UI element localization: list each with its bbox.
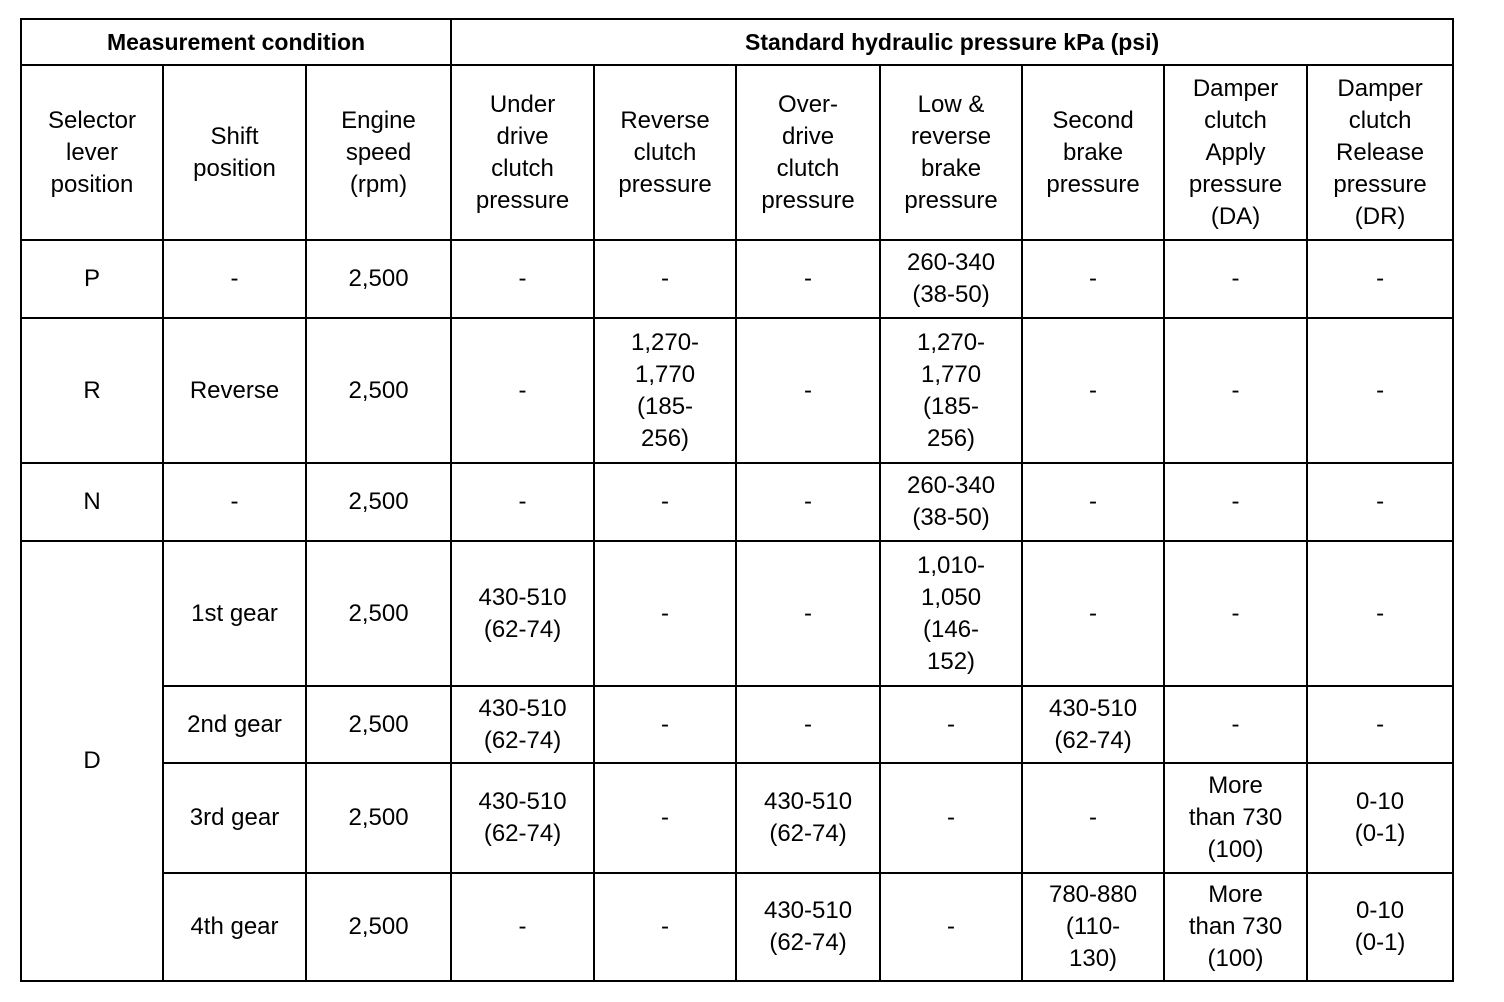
table-cell: - bbox=[594, 463, 736, 541]
table-row-d-3rd-gear bbox=[21, 763, 1453, 873]
col-header-damper-clutch-release-pressure: Damper clutch Release pressure (DR) bbox=[1307, 65, 1453, 240]
table-cell: 430-510 (62-74) bbox=[451, 541, 594, 686]
col-header-shift-position: Shift position bbox=[163, 65, 306, 240]
table-cell: - bbox=[1164, 541, 1307, 686]
table-cell: - bbox=[163, 240, 306, 318]
table-row-r bbox=[21, 318, 1453, 463]
table-row-p bbox=[21, 240, 1453, 318]
table-cell: 2,500 bbox=[306, 318, 451, 463]
table-cell: 430-510 (62-74) bbox=[451, 763, 594, 873]
table-cell: - bbox=[1307, 541, 1453, 686]
table-cell: - bbox=[736, 240, 880, 318]
table-cell: 260-340 (38-50) bbox=[880, 240, 1022, 318]
table-cell-selector-d: D bbox=[21, 541, 163, 981]
table-cell: - bbox=[736, 463, 880, 541]
table-cell: More than 730 (100) bbox=[1164, 873, 1307, 981]
col-header-low-reverse-brake-pressure: Low & reverse brake pressure bbox=[880, 65, 1022, 240]
table-cell: - bbox=[1307, 686, 1453, 763]
col-header-damper-clutch-apply-pressure: Damper clutch Apply pressure (DA) bbox=[1164, 65, 1307, 240]
table-cell: 4th gear bbox=[163, 873, 306, 981]
table-cell: 1,010- 1,050 (146- 152) bbox=[880, 541, 1022, 686]
table-cell: - bbox=[1022, 463, 1164, 541]
col-header-overdrive-clutch-pressure: Over- drive clutch pressure bbox=[736, 65, 880, 240]
table-cell: - bbox=[880, 763, 1022, 873]
table-cell: - bbox=[1164, 240, 1307, 318]
table-cell: - bbox=[1022, 541, 1164, 686]
table-cell: - bbox=[594, 541, 736, 686]
table-cell: - bbox=[736, 686, 880, 763]
table-cell: 2,500 bbox=[306, 541, 451, 686]
table-cell: - bbox=[594, 686, 736, 763]
table-cell: 2,500 bbox=[306, 240, 451, 318]
col-header-selector-lever-position: Selector lever position bbox=[21, 65, 163, 240]
table-cell: - bbox=[1164, 463, 1307, 541]
table-cell: - bbox=[594, 873, 736, 981]
table-cell: 430-510 (62-74) bbox=[451, 686, 594, 763]
table-cell: - bbox=[1022, 240, 1164, 318]
group-header-row bbox=[21, 19, 1453, 65]
table-cell: 0-10 (0-1) bbox=[1307, 763, 1453, 873]
hydraulic-pressure-table bbox=[20, 18, 1454, 982]
table-cell: - bbox=[736, 318, 880, 463]
column-header-row bbox=[21, 65, 1453, 240]
table-cell: 1,270- 1,770 (185- 256) bbox=[880, 318, 1022, 463]
table-cell: - bbox=[880, 686, 1022, 763]
table-cell: - bbox=[163, 463, 306, 541]
table-cell: - bbox=[594, 763, 736, 873]
table-row-d-4th-gear bbox=[21, 873, 1453, 981]
table-cell: 2,500 bbox=[306, 463, 451, 541]
table-cell: More than 730 (100) bbox=[1164, 763, 1307, 873]
table-cell: 430-510 (62-74) bbox=[736, 873, 880, 981]
table-cell: P bbox=[21, 240, 163, 318]
table-cell: - bbox=[1307, 318, 1453, 463]
table-cell: 1,270- 1,770 (185- 256) bbox=[594, 318, 736, 463]
table-cell: - bbox=[736, 541, 880, 686]
measurement-condition-header: Measurement condition bbox=[21, 19, 451, 65]
standard-pressure-header: Standard hydraulic pressure kPa (psi) bbox=[451, 19, 1453, 65]
table-cell: 2,500 bbox=[306, 686, 451, 763]
col-header-second-brake-pressure: Second brake pressure bbox=[1022, 65, 1164, 240]
table-cell: 3rd gear bbox=[163, 763, 306, 873]
table-row-d-2nd-gear bbox=[21, 686, 1453, 763]
col-header-engine-speed: Engine speed (rpm) bbox=[306, 65, 451, 240]
table-cell: 1st gear bbox=[163, 541, 306, 686]
table-row-n bbox=[21, 463, 1453, 541]
table-cell: 260-340 (38-50) bbox=[880, 463, 1022, 541]
table-cell: - bbox=[451, 240, 594, 318]
table-cell: - bbox=[451, 873, 594, 981]
table-cell: - bbox=[1022, 763, 1164, 873]
table-cell: Reverse bbox=[163, 318, 306, 463]
table-cell: - bbox=[1022, 318, 1164, 463]
table-row-d-1st-gear bbox=[21, 541, 1453, 686]
table-cell: - bbox=[1307, 463, 1453, 541]
col-header-reverse-clutch-pressure: Reverse clutch pressure bbox=[594, 65, 736, 240]
table-cell: - bbox=[594, 240, 736, 318]
col-header-underdrive-clutch-pressure: Under drive clutch pressure bbox=[451, 65, 594, 240]
table-cell: - bbox=[1307, 240, 1453, 318]
table-cell: R bbox=[21, 318, 163, 463]
table-cell: 0-10 (0-1) bbox=[1307, 873, 1453, 981]
table-cell: - bbox=[1164, 686, 1307, 763]
table-cell: 2,500 bbox=[306, 873, 451, 981]
table-cell: 430-510 (62-74) bbox=[736, 763, 880, 873]
table-cell: 2,500 bbox=[306, 763, 451, 873]
table-cell: - bbox=[1164, 318, 1307, 463]
table-cell: 430-510 (62-74) bbox=[1022, 686, 1164, 763]
table-cell: N bbox=[21, 463, 163, 541]
table-cell: - bbox=[880, 873, 1022, 981]
table-cell: - bbox=[451, 318, 594, 463]
table-cell: - bbox=[451, 463, 594, 541]
table-cell: 780-880 (110- 130) bbox=[1022, 873, 1164, 981]
table-cell: 2nd gear bbox=[163, 686, 306, 763]
